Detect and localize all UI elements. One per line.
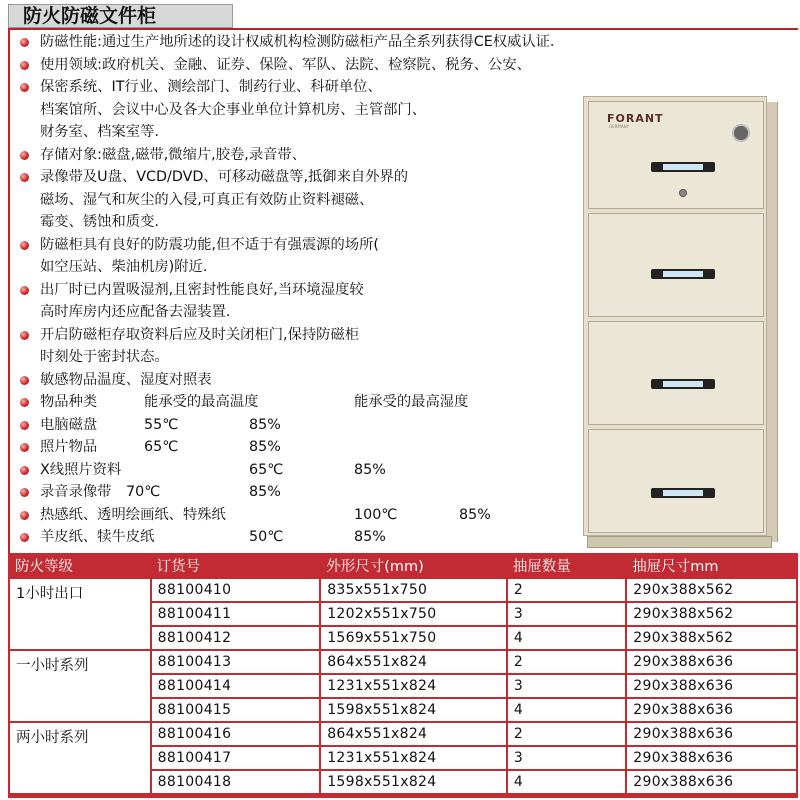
cabinet-drawer	[588, 429, 764, 533]
list-item: 开启防磁柜存取资料后应及时关闭柜门,保持防磁柜	[14, 324, 594, 347]
size-cell: 1231x551x824	[320, 674, 507, 698]
bullet-icon	[20, 466, 29, 475]
list-item: 防磁性能:通过生产地所述的设计权威机构检测防磁柜产品全系列获得CE权威认证.	[14, 31, 594, 54]
table-row	[9, 650, 797, 674]
order-number-cell: 88100418	[151, 770, 321, 794]
list-item: 财务室、档案室等.	[40, 124, 159, 140]
keyhole-icon	[679, 189, 687, 197]
order-number-cell: 88100416	[151, 722, 321, 746]
size-cell: 864x551x824	[320, 722, 507, 746]
combination-lock-icon	[732, 124, 750, 142]
drawer-count-cell: 4	[507, 698, 626, 722]
drawer-count-cell: 2	[507, 578, 626, 602]
size-cell: 864x551x824	[320, 650, 507, 674]
cabinet-body	[583, 96, 767, 536]
bullet-icon	[20, 421, 29, 430]
size-cell: 1202x551x750	[320, 602, 507, 626]
bullet-icon	[20, 61, 29, 70]
size-cell: 1598x551x824	[320, 698, 507, 722]
drawer-size-cell: 290x388x636	[626, 698, 797, 722]
fire-rating-cell: 两小时系列	[9, 722, 151, 794]
temp-table-row: 热感纸、透明绘画纸、特殊纸 100℃ 85%	[14, 504, 594, 527]
bullet-icon	[20, 398, 29, 407]
page-title: 防火防磁文件柜	[8, 4, 233, 28]
temp-table-row: 录音录像带 70℃ 85%	[14, 481, 594, 504]
list-item: 防磁柜具有良好的防震功能,但不适于有强震源的场所(	[14, 234, 594, 257]
bullet-icon	[20, 511, 29, 520]
title-divider	[8, 28, 798, 30]
list-item: 高时库房内还应配备去湿装置.	[40, 304, 231, 320]
bullet-icon	[20, 83, 29, 92]
brand-subtitle: GERMANY	[609, 124, 630, 129]
drawer-count-cell: 3	[507, 746, 626, 770]
drawer-size-cell: 290x388x636	[626, 722, 797, 746]
order-number-cell: 88100410	[151, 578, 321, 602]
drawer-handle	[651, 269, 715, 279]
fire-rating-cell: 一小时系列	[9, 650, 151, 722]
list-item: 霉变、锈蚀和质变.	[40, 214, 159, 230]
column-header: 订货号	[151, 553, 321, 578]
temp-table-row: 羊皮纸、犊牛皮纸 50℃ 85%	[14, 526, 594, 549]
feature-list	[14, 31, 594, 549]
list-item: 敏感物品温度、湿度对照表	[14, 369, 594, 392]
column-header: 外形尺寸(mm)	[320, 553, 507, 578]
order-number-cell: 88100417	[151, 746, 321, 770]
drawer-handle	[651, 488, 715, 498]
size-cell: 1598x551x824	[320, 770, 507, 794]
list-item: 时刻处于密封状态。	[40, 349, 169, 365]
temp-table-row: 电脑磁盘 55℃ 85%	[14, 414, 594, 437]
size-cell: 1569x551x750	[320, 626, 507, 650]
drawer-count-cell: 2	[507, 650, 626, 674]
drawer-size-cell: 290x388x636	[626, 650, 797, 674]
drawer-size-cell: 290x388x636	[626, 770, 797, 794]
list-item: 使用领域:政府机关、金融、证券、保险、军队、法院、检察院、税务、公安、	[14, 54, 594, 77]
table-header-row	[9, 553, 797, 578]
list-item: 出厂时已内置吸湿剂,且密封性能良好,当环境湿度较	[14, 279, 594, 302]
bullet-icon	[20, 533, 29, 542]
left-border	[8, 28, 10, 553]
bullet-icon	[20, 241, 29, 250]
list-item: 保密系统、IT行业、测绘部门、制药行业、科研单位、	[14, 76, 594, 99]
list-item: 存储对象:磁盘,磁带,微缩片,胶卷,录音带、	[14, 144, 594, 167]
temp-table-header: 物品种类 能承受的最高温度 能承受的最高湿度	[14, 391, 594, 414]
cabinet-side	[767, 102, 778, 542]
drawer-size-cell: 290x388x562	[626, 626, 797, 650]
bullet-icon	[20, 443, 29, 452]
drawer-size-cell: 290x388x636	[626, 674, 797, 698]
order-number-cell: 88100413	[151, 650, 321, 674]
bullet-icon	[20, 151, 29, 160]
column-header: 防火等级	[9, 553, 151, 578]
bullet-icon	[20, 38, 29, 47]
cabinet-drawer	[588, 321, 764, 425]
cabinet-drawer	[588, 213, 764, 317]
table-row	[9, 722, 797, 746]
drawer-size-cell: 290x388x562	[626, 578, 797, 602]
size-cell: 1231x551x824	[320, 746, 507, 770]
drawer-handle	[651, 379, 715, 389]
fire-rating-cell: 1小时出口	[9, 578, 151, 650]
temp-table-row: 照片物品 65℃ 85%	[14, 436, 594, 459]
brand-logo: FORANT	[607, 112, 664, 125]
list-item: 如空压站、柴油机房)附近.	[40, 259, 208, 275]
drawer-count-cell: 3	[507, 602, 626, 626]
drawer-size-cell: 290x388x636	[626, 746, 797, 770]
column-header: 抽屉数量	[507, 553, 626, 578]
size-cell: 835x551x750	[320, 578, 507, 602]
bullet-icon	[20, 376, 29, 385]
drawer-count-cell: 4	[507, 626, 626, 650]
order-number-cell: 88100415	[151, 698, 321, 722]
drawer-handle	[651, 162, 715, 172]
table-row	[9, 578, 797, 602]
drawer-count-cell: 4	[507, 770, 626, 794]
drawer-count-cell: 3	[507, 674, 626, 698]
list-item: 档案馆所、会议中心及各大企事业单位计算机房、主管部门、	[40, 101, 427, 118]
bullet-icon	[20, 488, 29, 497]
cabinet-base	[587, 536, 772, 548]
bullet-icon	[20, 331, 29, 340]
cabinet-drawer	[588, 101, 764, 209]
drawer-count-cell: 2	[507, 722, 626, 746]
bullet-icon	[20, 173, 29, 182]
order-number-cell: 88100414	[151, 674, 321, 698]
order-number-cell: 88100411	[151, 602, 321, 626]
order-number-cell: 88100412	[151, 626, 321, 650]
column-header: 抽屉尺寸mm	[626, 553, 797, 578]
spec-table	[8, 553, 798, 798]
drawer-size-cell: 290x388x562	[626, 602, 797, 626]
list-item: 磁场、湿气和灰尘的入侵,可真正有效防止资料褪磁、	[40, 191, 374, 208]
bullet-icon	[20, 286, 29, 295]
list-item: 录像带及U盘、VCD/DVD、可移动磁盘等,抵御来自外界的	[14, 166, 594, 189]
temp-table-row: X线照片资料 65℃ 85%	[14, 459, 594, 482]
cabinet-image	[583, 96, 778, 550]
